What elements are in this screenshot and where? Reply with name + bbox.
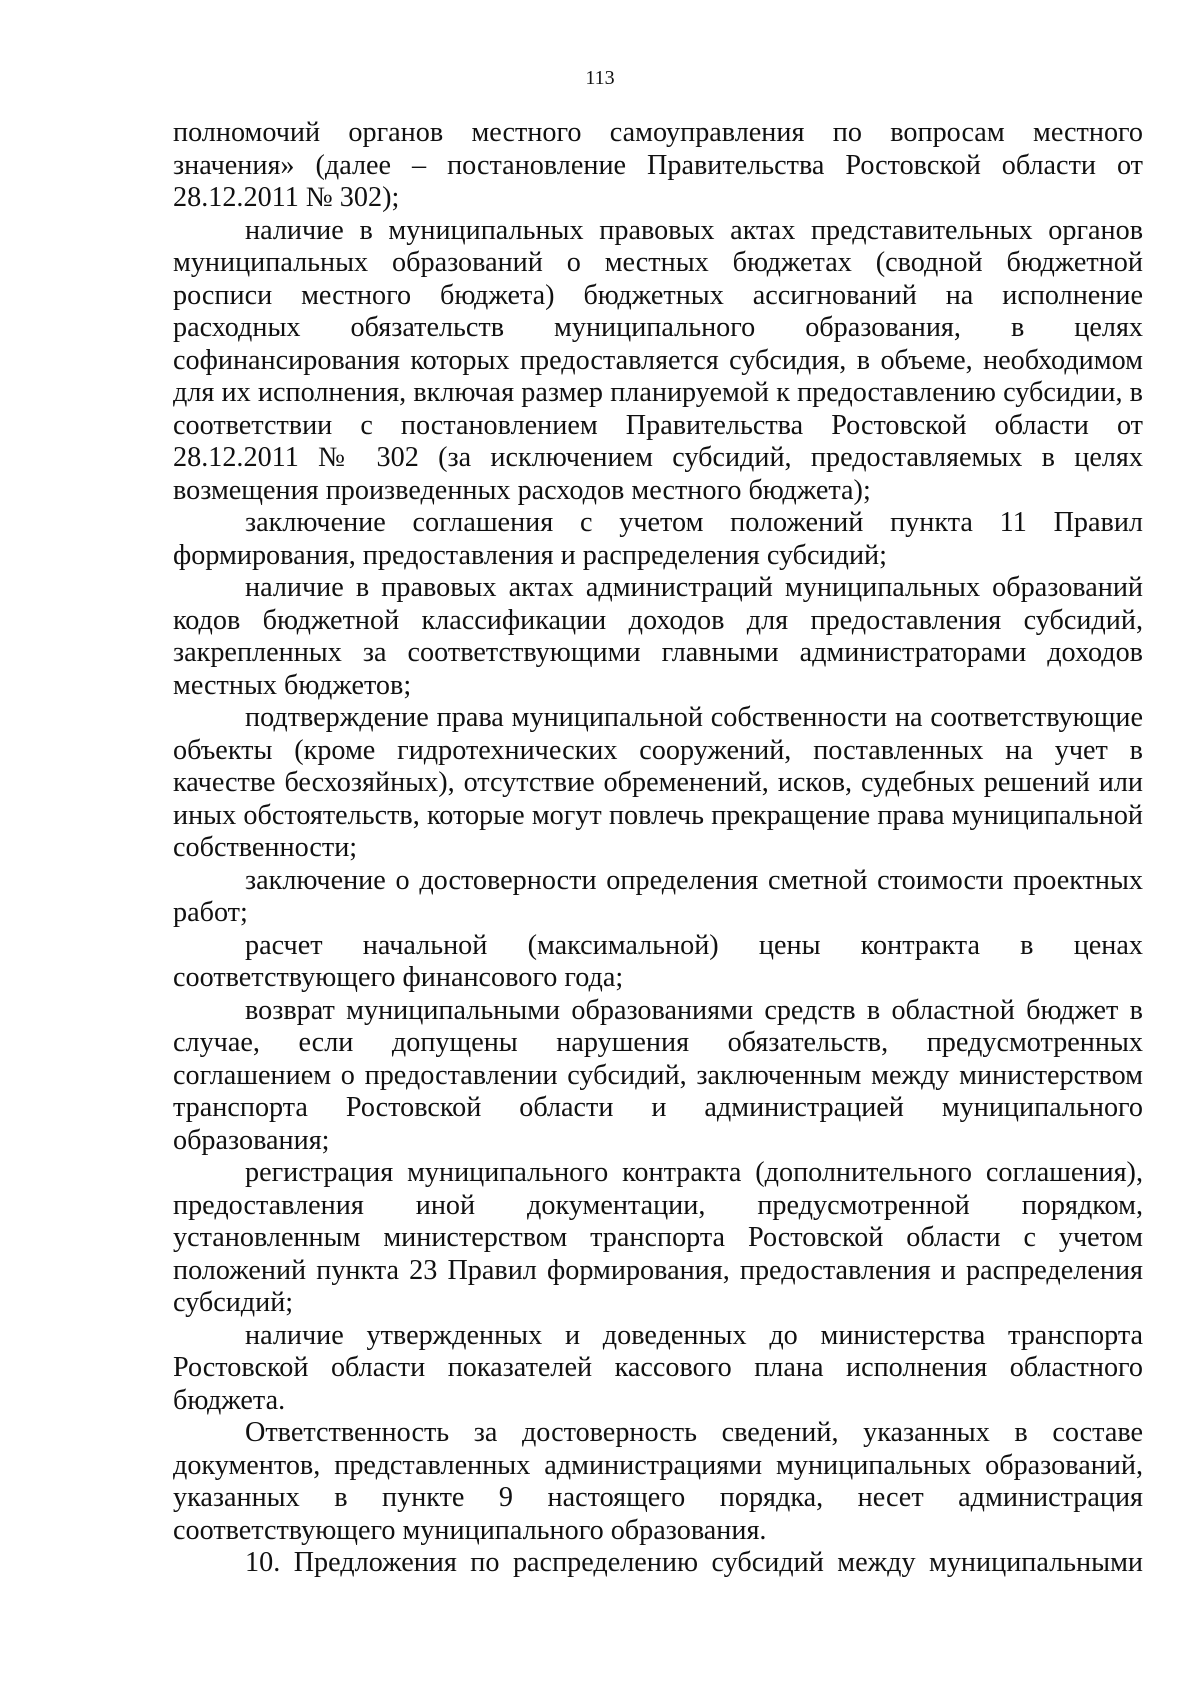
paragraph-7: расчет начальной (максимальной) цены контракта в ценах соответствующего финансового года; xyxy=(173,929,1143,993)
paragraph-6: заключение о достоверности определения сметной стоимости проектных работ; xyxy=(173,864,1143,928)
paragraph-5: подтверждение права муниципальной собственности на соответствующие объекты (кроме гидротехнических сооружений, поставленных на учет в качестве бесхозяйных), отсутствие обременений, исков, судебных решений или иных обстоятельств, которые могут повлечь прекращение права муниципальной собственности; xyxy=(173,702,1143,863)
document-body xyxy=(173,117,1143,1580)
paragraph-9: регистрация муниципального контракта (дополнительного соглашения), предоставления иной документации, предусмотренной порядком, установленным министерством транспорта Ростовской области с учетом положений пункта 23 Правил формирования, предоставления и распределения субсидий; xyxy=(173,1157,1143,1318)
paragraph-3: заключение соглашения с учетом положений пункта 11 Правил формирования, предоставления и распределения субсидий; xyxy=(173,507,1143,571)
page-number: 113 xyxy=(585,67,615,89)
paragraph-11: Ответственность за достоверность сведений, указанных в составе документов, представленных администрациями муниципальных образований, указанных в пункте 9 настоящего порядка, несет администрация соответствующего муниципального образования. xyxy=(173,1417,1143,1546)
paragraph-12: 10. Предложения по распределению субсидий между муниципальными xyxy=(245,1547,1143,1578)
paragraph-4: наличие в правовых актах администраций муниципальных образований кодов бюджетной классификации доходов для предоставления субсидий, закрепленных за соответствующими главными администраторами доходов местных бюджетов; xyxy=(173,572,1143,701)
paragraph-2: наличие в муниципальных правовых актах представительных органов муниципальных образований о местных бюджетах (сводной бюджетной росписи местного бюджета) бюджетных ассигнований на исполнение расходных обязательств муниципального образования, в целях софинансирования которых предоставляется субсидия, в объеме, необходимом для их исполнения, включая размер планируемой к предоставлению субсидии, в соответствии с постановлением Правительства Ростовской области от 28.12.2011 № 302 (за исключением субсидий, предоставляемых в целях возмещения произведенных расходов местного бюджета); xyxy=(173,214,1143,506)
paragraph-1: полномочий органов местного самоуправления по вопросам местного значения» (далее – постановление Правительства Ростовской области от 28.12.2011 № 302); xyxy=(173,117,1143,213)
paragraph-8: возврат муниципальными образованиями средств в областной бюджет в случае, если допущены нарушения обязательств, предусмотренных соглашением о предоставлении субсидий, заключенным между министерством транспорта Ростовской области и администрацией муниципального образования; xyxy=(173,994,1143,1156)
paragraph-10: наличие утвержденных и доведенных до министерства транспорта Ростовской области показателей кассового плана исполнения областного бюджета. xyxy=(173,1319,1143,1416)
